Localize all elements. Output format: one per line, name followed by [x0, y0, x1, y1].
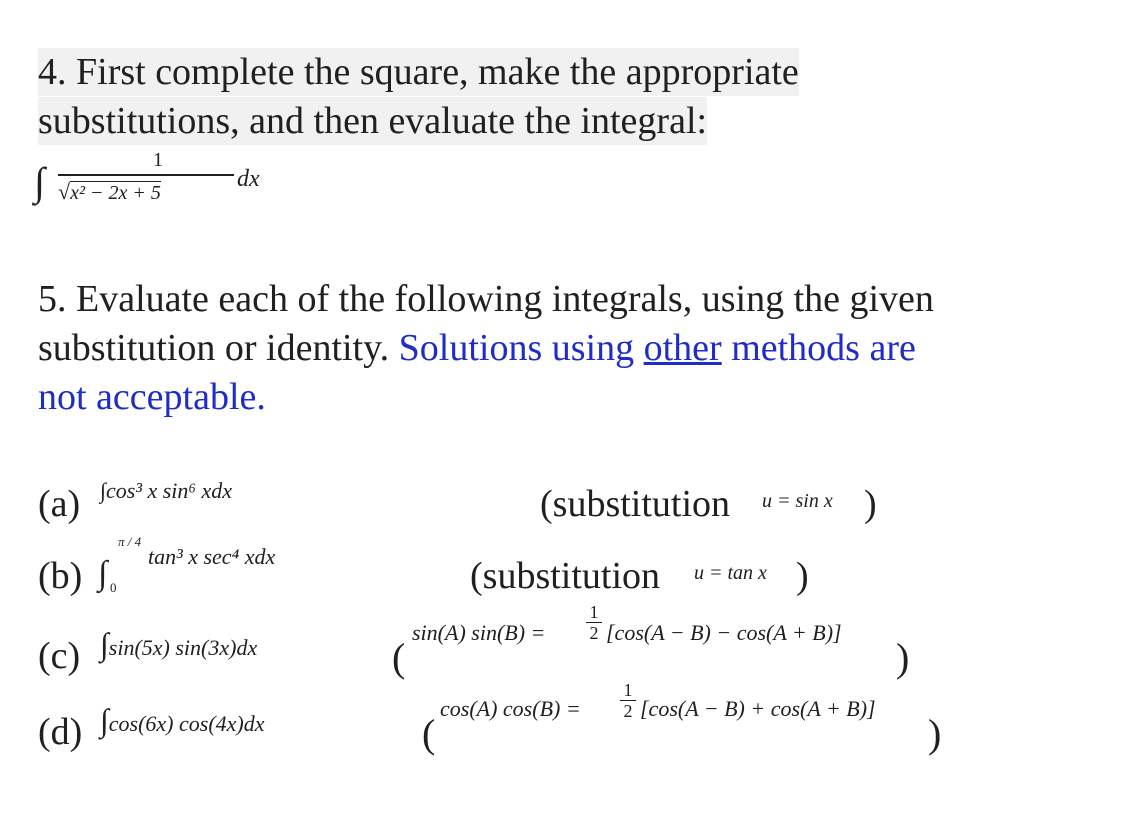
part-d-identity-rhs: [cos(A − B) + cos(A + B)]: [640, 696, 876, 721]
part-d-identity-fraction: [620, 680, 636, 721]
part-d-integral: [100, 700, 265, 740]
part-d-close-paren: ): [928, 711, 942, 756]
part-b-integrand: tan³ x sec⁴ xdx: [148, 544, 276, 569]
part-d-fraction-den: 2: [623, 701, 633, 721]
part-c-fraction-num: 1: [589, 602, 599, 622]
q5-line3: not acceptable.: [38, 376, 266, 418]
part-c-integral: [100, 624, 257, 664]
part-b-label: (b): [38, 555, 83, 597]
part-a-integrand: ∫cos³ x sin⁶ xdx: [100, 478, 233, 503]
part-b-hint-suffix: ): [796, 555, 809, 597]
integral-sign: ∫: [100, 702, 109, 738]
integral-sign: ∫: [98, 555, 108, 592]
part-a-hint-expr: u = sin x: [762, 490, 833, 512]
part-c-identity-lhs: sin(A) sin(B) =: [412, 620, 546, 645]
part-d-label: (d): [38, 711, 83, 753]
q5-line1: 5. Evaluate each of the following integrals, using the given: [38, 278, 934, 320]
part-b-hint-expr: u = tan x: [694, 562, 767, 584]
part-a-integral: [100, 478, 232, 504]
q5-line2-blue: Solutions using: [398, 327, 644, 369]
integral-sign: ∫: [34, 159, 45, 204]
q5-line2-plain: substitution or identity.: [38, 327, 399, 369]
fraction-bar: [58, 174, 234, 176]
part-a-label: (a): [38, 483, 81, 525]
part-b-upper-limit: π / 4: [118, 534, 142, 549]
part-b-lower-limit: 0: [110, 580, 117, 595]
part-c-identity-rhs: [cos(A − B) − cos(A + B)]: [606, 620, 842, 645]
part-c-integrand: sin(5x) sin(3x)dx: [108, 635, 258, 660]
q4-numerator: 1: [153, 149, 163, 171]
part-b-hint-prefix: (substitution: [470, 555, 661, 597]
q4-line1: 4. First complete the square, make the appropriate: [38, 48, 799, 96]
q4-differential: dx: [237, 166, 260, 192]
part-c-label: (c): [38, 635, 81, 677]
sqrt-symbol: √: [58, 178, 71, 204]
q5-line2-blue-end: methods are: [721, 327, 916, 369]
q5-line2: [38, 324, 916, 372]
part-c-identity-fraction: [586, 602, 602, 643]
part-d-identity-lhs: cos(A) cos(B) =: [440, 696, 581, 721]
part-d-open-paren: (: [422, 711, 436, 756]
part-d-fraction-num: 1: [623, 680, 633, 700]
q4-radicand: x² − 2x + 5: [70, 181, 161, 204]
part-a-hint-prefix: (substitution: [540, 483, 731, 525]
part-c-fraction-den: 2: [589, 623, 599, 643]
integral-sign: ∫: [100, 626, 109, 662]
q5-underlined-other: other: [643, 327, 722, 369]
part-d-integrand: cos(6x) cos(4x)dx: [108, 711, 265, 736]
part-c-open-paren: (: [392, 635, 406, 680]
part-a-hint-suffix: ): [864, 483, 877, 525]
part-c-close-paren: ): [896, 635, 910, 680]
q4-line2: substitutions, and then evaluate the integral:: [38, 97, 707, 145]
